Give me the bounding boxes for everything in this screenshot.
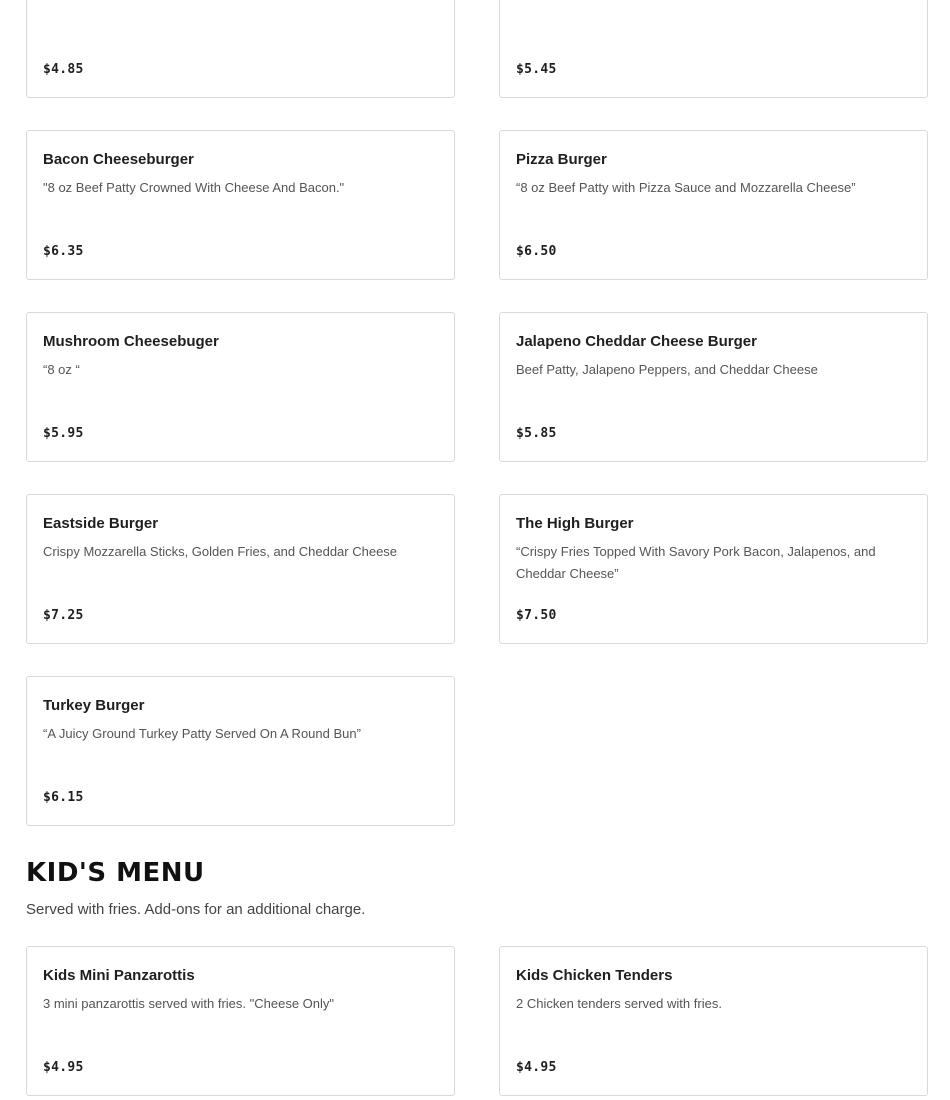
item-description: Beef Patty, Jalapeno Peppers, and Cheddar Cheese [516,362,818,377]
item-name: Bacon Cheeseburger [43,151,194,168]
item-name: Turkey Burger [43,697,145,714]
item-price: $5.45 [516,62,557,77]
item-price: $6.15 [43,790,84,805]
menu-item-card[interactable] [26,946,455,1096]
menu-item-card[interactable] [26,676,455,826]
item-name: Pizza Burger [516,151,607,168]
item-price: $4.95 [516,1060,557,1075]
menu-item-card[interactable] [26,312,455,462]
menu-item-card[interactable] [26,0,455,98]
item-name: The High Burger [516,515,634,532]
item-price: $4.95 [43,1060,84,1075]
item-price: $5.85 [516,426,557,441]
item-description: “A Juicy Ground Turkey Patty Served On A Round Bun” [43,726,361,741]
item-price: $4.85 [43,62,84,77]
item-price: $6.50 [516,244,557,259]
menu-item-card[interactable] [499,0,928,98]
item-price: $7.25 [43,608,84,623]
item-description: “8 oz Beef Patty with Pizza Sauce and Mozzarella Cheese” [516,180,856,195]
section-subtitle: Served with fries. Add-ons for an additional charge. [26,901,366,918]
item-description: "8 oz Beef Patty Crowned With Cheese And Bacon." [43,180,345,195]
menu-item-card[interactable] [26,494,455,644]
item-price: $6.35 [43,244,84,259]
item-description: 2 Chicken tenders served with fries. [516,996,722,1011]
menu-item-card[interactable] [499,312,928,462]
burgers-grid [26,0,928,826]
item-name: Mushroom Cheesebuger [43,333,219,350]
kids-menu-grid [26,946,928,1096]
item-price: $5.95 [43,426,84,441]
menu-item-card[interactable] [26,130,455,280]
item-description: “Crispy Fries Topped With Savory Pork Bacon, Jalapenos, and Cheddar Cheese” [516,544,876,581]
item-description: Crispy Mozzarella Sticks, Golden Fries, and Cheddar Cheese [43,544,398,559]
item-description: “8 oz “ [43,362,80,377]
item-price: $7.50 [516,608,557,623]
menu-item-card[interactable] [499,946,928,1096]
item-name: Kids Mini Panzarottis [43,967,195,984]
item-description: 3 mini panzarottis served with fries. "Cheese Only" [43,996,335,1011]
menu-item-card[interactable] [499,494,928,644]
section-title: KID'S MENU [26,858,205,888]
menu-item-card[interactable] [499,130,928,280]
item-name: Jalapeno Cheddar Cheese Burger [516,333,757,350]
item-name: Eastside Burger [43,515,159,532]
item-name: Kids Chicken Tenders [516,967,673,984]
